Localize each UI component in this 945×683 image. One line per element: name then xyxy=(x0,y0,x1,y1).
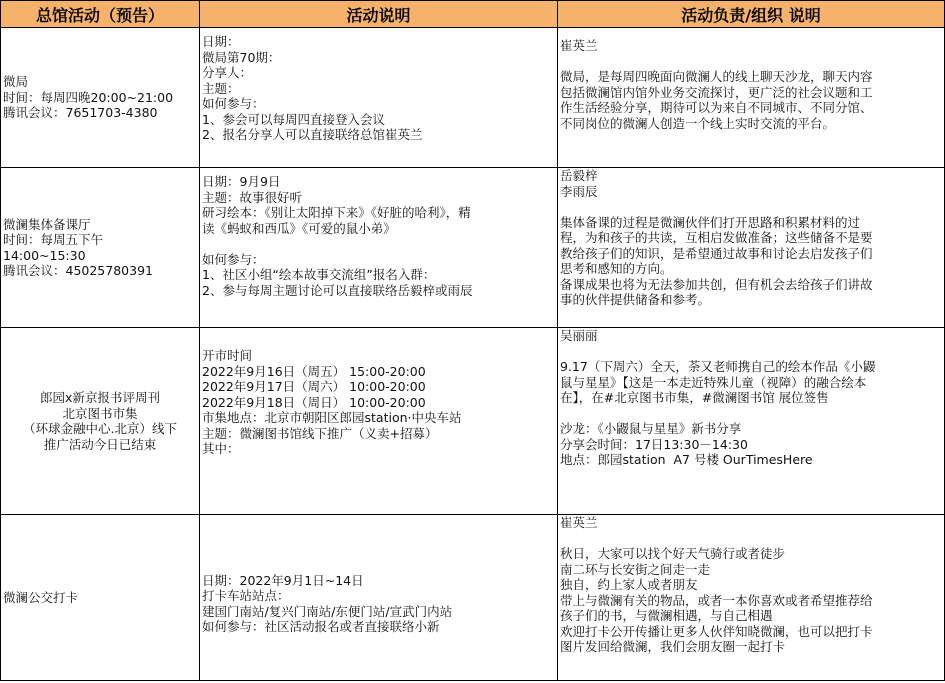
desc-line: 1、参会可以每周四直接登入会议 xyxy=(202,111,385,127)
org-line xyxy=(560,344,942,360)
desc-line: 2、参与每周主题讨论可以直接联络岳毅梓或雨辰 xyxy=(202,282,473,298)
activity-name-line: 14:00~15:30 xyxy=(3,247,86,263)
org-line: 秋日，大家可以找个好天气骑行或者徒步 xyxy=(560,546,786,561)
activity-name-cell xyxy=(1,515,200,681)
desc-line: 日期： xyxy=(202,34,240,49)
activity-name-line: 北京图书市集 xyxy=(62,405,138,421)
activity-name-line: 微澜公交打卡 xyxy=(3,589,79,605)
org-line: 在】，在#北京图书市集，#微澜图书馆 展位签售 xyxy=(560,390,829,405)
header-organizer: 活动负责/组织 说明 xyxy=(558,1,945,28)
desc-line: 如何参与：社区活动报名或者直接联络小新 xyxy=(202,619,440,634)
desc-line: 主题：微澜图书馆线下推广（义卖+招募） xyxy=(202,425,438,441)
activity-name-line: 微局 xyxy=(3,74,29,90)
activity-name-line: 腾讯会议：45025780391 xyxy=(3,263,153,278)
header-row xyxy=(1,1,945,28)
desc-line: 如何参与： xyxy=(202,96,265,111)
activity-name-line: 郎园x新京报书评周刊 xyxy=(40,390,160,405)
desc-line: 打卡车站站点： xyxy=(202,588,290,603)
activity-org-cell xyxy=(558,28,945,168)
desc-line: 主题： xyxy=(202,80,240,96)
activity-name-line: 时间：每周四晚20:00~21:00 xyxy=(3,89,174,105)
org-line: 作生活经验分享，期待可以为来自不同城市、不同分馆、 xyxy=(560,100,873,115)
org-line: 吴丽丽 xyxy=(560,328,598,343)
org-line: 图片发回给微澜，我们会朋友圈一起打卡 xyxy=(560,639,786,654)
org-line: 9.17（下周六）全天，荼又老师携自己的绘本作品《小鼹 xyxy=(560,359,876,374)
desc-line: 市集地点：北京市朝阳区郎园station·中央车站 xyxy=(202,410,462,425)
org-line: 鼠与星星》【这是一本走近特殊儿童（视障）的融合绘本 xyxy=(560,374,867,390)
activity-desc-cell xyxy=(200,168,558,328)
desc-line: 分享人： xyxy=(202,65,253,80)
org-line: 思考和感知的方向。 xyxy=(560,261,673,276)
desc-line xyxy=(202,236,555,252)
activity-name-cell xyxy=(1,168,200,328)
org-line: 沙龙：《小鼹鼠与星星》新书分享 xyxy=(560,421,742,436)
desc-line: 微局第70期： xyxy=(202,49,281,65)
activity-name-line: 腾讯会议：7651703-4380 xyxy=(3,105,158,121)
activity-org-cell xyxy=(558,168,945,328)
activity-org-cell xyxy=(558,328,945,515)
org-line: 包括微澜馆内馆外业务交流探讨，更广泛的社会议题和工 xyxy=(560,84,873,100)
desc-line: 其中： xyxy=(202,441,240,456)
org-line: 崔英兰 xyxy=(560,38,598,53)
desc-line: 建国门南站/复兴门南站/东便门站/宣武门内站 xyxy=(202,603,453,619)
org-line: 地点：郎园station A7 号楼 OurTimesHere xyxy=(560,452,813,467)
org-line: 备课成果也将为无法参加共创，但有机会去给孩子们讲故 xyxy=(560,276,873,292)
desc-line: 如何参与： xyxy=(202,251,265,267)
org-line: 教给孩子们的知识，是希望通过故事和讨论去启发孩子们 xyxy=(560,245,873,261)
org-line: 岳毅梓 xyxy=(560,168,598,183)
table-row xyxy=(1,168,945,328)
table-row xyxy=(1,515,945,681)
activity-desc-cell xyxy=(200,515,558,681)
org-line xyxy=(560,531,942,547)
desc-line: 日期：2022年9月1日~14日 xyxy=(202,572,364,588)
org-line: 孩子们的书，与微澜相遇，与自己相遇 xyxy=(560,608,773,623)
org-line xyxy=(560,199,942,215)
activity-org-cell xyxy=(558,515,945,681)
org-line: 崔英兰 xyxy=(560,515,598,530)
desc-line: 开市时间 xyxy=(202,348,253,363)
header-description: 活动说明 xyxy=(200,1,558,28)
table-row xyxy=(1,28,945,168)
org-line: 事的伙伴提供储备和参考。 xyxy=(560,292,711,307)
org-line xyxy=(560,54,942,70)
org-line: 独自，约上家人或者朋友 xyxy=(560,577,698,592)
desc-line: 1、社区小组“绘本故事交流组”报名入群： xyxy=(202,267,436,282)
org-line: 集体备课的过程是微澜伙伴们打开思路和积累材料的过 xyxy=(560,214,861,230)
org-line xyxy=(560,406,942,422)
desc-line: 主题：故事很好听 xyxy=(202,189,303,205)
desc-line: 日期：9月9日 xyxy=(202,174,281,189)
activity-name-line: 微澜集体备课厅 xyxy=(3,216,91,232)
desc-line: 读《蚂蚁和西瓜》《可爱的鼠小弟》 xyxy=(202,220,396,236)
activity-name-cell xyxy=(1,328,200,515)
header-activity: 总馆活动（预告） xyxy=(1,1,200,28)
activity-desc-cell xyxy=(200,28,558,168)
activity-name-line: 推广活动今日已结束 xyxy=(43,436,157,452)
activity-desc-cell xyxy=(200,328,558,515)
desc-line: 2022年9月16日（周五） 15:00-20:00 xyxy=(202,363,426,379)
activity-name-line: （环球金融中心.北京）线下 xyxy=(23,421,177,436)
activity-name-line: 时间：每周五下午 xyxy=(3,232,104,247)
table-row xyxy=(1,328,945,515)
org-line: 李雨辰 xyxy=(560,183,598,199)
org-line: 微局，是每周四晚面向微澜人的线上聊天沙龙，聊天内容 xyxy=(560,69,873,84)
desc-line: 研习绘本：《别让太阳掉下来》《好脏的哈利》，精 xyxy=(202,205,471,220)
desc-line: 2022年9月18日（周日） 10:00-20:00 xyxy=(202,394,426,410)
activity-name-cell xyxy=(1,28,200,168)
desc-line: 2022年9月17日（周六） 10:00-20:00 xyxy=(202,379,426,394)
org-line: 程，为和孩子的共读，互相启发做准备；这些储备不是要 xyxy=(560,230,873,245)
org-line: 不同岗位的微澜人创造一个线上实时交流的平台。 xyxy=(560,115,836,131)
org-line: 分享会时间：17日13:30－14:30 xyxy=(560,436,748,452)
org-line: 南二环与长安街之间走一走 xyxy=(560,561,711,577)
org-line: 带上与微澜有关的物品，或者一本你喜欢或者希望推荐给 xyxy=(560,592,873,608)
org-line: 欢迎打卡公开传播让更多人伙伴知晓微澜，也可以把打卡 xyxy=(560,623,873,639)
desc-line: 2、报名分享人可以直接联络总馆崔英兰 xyxy=(202,127,423,142)
